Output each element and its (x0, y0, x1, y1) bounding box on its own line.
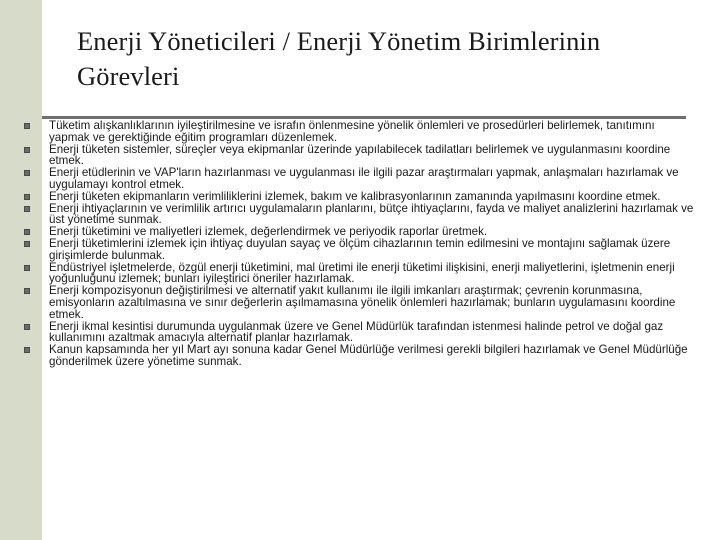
list-item (24, 120, 694, 144)
list-item-text: Enerji etüdlerinin ve VAP'ların hazırlanması ve uygulanması ile ilgili pazar araştırmaları yapmak, anlaşmaları hazırlamak ve uygulamayı kontrol etmek. (49, 166, 679, 191)
list-item (24, 238, 694, 262)
square-bullet-icon (24, 324, 30, 330)
list-item (24, 144, 694, 168)
square-bullet-icon (24, 147, 30, 153)
list-item-text: Enerji kompozisyonun değiştirilmesi ve alternatif yakıt kullanımı ile ilgili imkanları araştırmak; çevrenin korunmasına, emisyonların azaltılmasına ve sınır değerlerin aşılmamasına yönelik önlemleri hazırlamak; bunların uygulamasını koordine etmek. (49, 284, 676, 321)
list-item (24, 191, 694, 203)
list-item-text: Enerji ikmal kesintisi durumunda uygulanmak üzere ve Genel Müdürlük tarafından istenmesi halinde petrol ve doğal gaz kullanımını azaltmak amacıyla alternatif planlar hazırlamak. (49, 319, 664, 345)
square-bullet-icon (24, 170, 30, 176)
list-item (24, 344, 694, 368)
list-item (24, 167, 694, 191)
list-item (24, 203, 694, 227)
list-item (24, 285, 694, 320)
bullet-list (24, 120, 694, 368)
list-item-text: Enerji tüketimini ve maliyetleri izlemek, değerlendirmek ve periyodik raporlar üretmek. (49, 225, 488, 239)
square-bullet-icon (24, 229, 30, 235)
square-bullet-icon (24, 194, 30, 200)
list-item-text: Enerji tüketen ekipmanların verimliliklerini izlemek, bakım ve kalibrasyonlarının zamanında yapılmasını koordine etmek. (49, 189, 661, 203)
list-item (24, 262, 694, 286)
square-bullet-icon (24, 241, 30, 247)
list-item (24, 321, 694, 345)
list-item-text: Enerji ihtiyaçlarının ve verimlilik artırıcı uygulamaların planlarını, bütçe ihtiyaçlarını, fayda ve maliyet analizlerini hazırlamak ve üst yönetime sunmak. (49, 201, 694, 227)
list-item-text: Endüstriyel işletmelerde, özgül enerji tüketimini, mal üretimi ile enerji tüketimi ilişkisini, enerji maliyetlerini, işletmenin enerji yoğunluğunu izlemek; bunları iyileştirici öneriler hazırlamak. (49, 260, 675, 286)
list-item-text: Enerji tüketen sistemler, süreçler veya ekipmanlar üzerinde yapılabilecek tadilatları belirlemek ve uygulanmasını koordine etmek. (49, 142, 671, 168)
list-item-text: Enerji tüketimlerini izlemek için ihtiyaç duyulan sayaç ve ölçüm cihazlarının temin edilmesini ve montajını sağlamak üzere girişimlerde bulunmak. (49, 236, 671, 262)
square-bullet-icon (24, 288, 30, 294)
square-bullet-icon (24, 347, 30, 353)
square-bullet-icon (24, 206, 30, 212)
list-item-text: Tüketim alışkanlıklarının iyileştirilmesine ve israfın önlenmesine yönelik önlemleri ve prosedürleri belirlemek, tanıtımını yapmak ve gerektiğinde eğitim programları düzenlemek. (49, 119, 655, 144)
square-bullet-icon (24, 123, 30, 129)
square-bullet-icon (24, 265, 30, 271)
slide-title: Enerji Yöneticileri / Enerji Yönetim Birimlerinin Görevleri (77, 26, 601, 91)
list-item-text: Kanun kapsamında her yıl Mart ayı sonuna kadar Genel Müdürlüğe verilmesi gerekli bilgileri hazırlamak ve Genel Müdürlüğe gönderilmek üzere yönetime sunmak. (49, 343, 688, 368)
